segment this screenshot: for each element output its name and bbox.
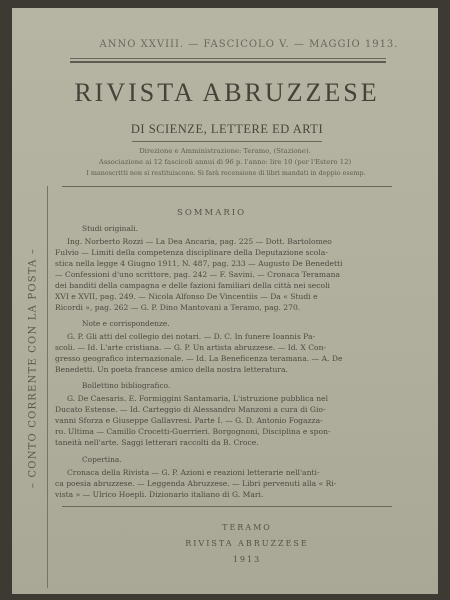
subtitle-rule: [132, 141, 322, 142]
side-postal-note: [20, 148, 46, 588]
footer-year: 1913: [232, 555, 262, 564]
side-postal-text: – CONTO CORRENTE CON LA POSTA –: [27, 247, 39, 489]
content-line: Fulvio — Limiti della competenza disciplinare della Deputazione scola-: [55, 248, 328, 257]
content-line: gresso geografico internazionale. — Id. La Beneficenza teramana. — A. De: [55, 354, 343, 363]
notice-line: I manoscritti non si restituiscono. Si farà recensione di libri mandati in doppio esemp.: [86, 169, 366, 177]
content-line: ca poesia abruzzese. — Leggenda Abruzzese. — Libri pervenuti alla « Ri-: [55, 479, 337, 488]
section-title: Copertina.: [82, 455, 122, 464]
footer-publisher: RIVISTA ABRUZZESE: [185, 539, 309, 548]
footer-city: TERAMO: [222, 523, 272, 532]
content-line: ro. Ultima — Camillo Crocetti-Guerrieri. Borgognoni, Disciplina e spon-: [55, 427, 331, 436]
journal-subtitle: DI SCIENZE, LETTERE ED ARTI: [130, 122, 324, 136]
contents-bottom-rule: [62, 506, 392, 507]
journal-title: RIVISTA ABRUZZESE: [74, 78, 380, 107]
side-rule: [47, 186, 48, 588]
section-title: Bollettino bibliografico.: [82, 381, 171, 390]
top-rule-thick: [70, 61, 386, 63]
content-line: vista » — Ulrico Hoepli. Dizionario italiano di G. Mari.: [55, 490, 264, 499]
contents-heading: SOMMARIO: [177, 208, 247, 218]
journal-cover: [12, 8, 438, 594]
content-line: Ing. Norberto Rozzi — La Dea Ancaria, pag. 225 — Dott. Bartolomeo: [67, 237, 332, 246]
section-title: Note e corrispondenze.: [82, 319, 170, 328]
content-line: scoli. — Id. L'arte cristiana. — G. P. Un artista abruzzese. — Id. X Con-: [55, 343, 327, 352]
content-line: G. De Caesaris. E. Formiggini Santamaria, L'istruzione pubblica nel: [67, 394, 329, 403]
header-bottom-rule: [62, 186, 392, 187]
content-line: Ducato Estense. — Id. Carteggio di Alessandro Manzoni a cura di Gio-: [55, 405, 326, 414]
content-line: XVI e XVII, pag. 249. — Nicola Alfonso De Vincentiis — Da « Studi e: [55, 292, 318, 301]
content-line: Ricordi », pag. 262 — G. P. Dino Mantovani a Teramo, pag. 270.: [55, 303, 301, 312]
content-line: Benedetti. Un poeta francese amico della nostra letteratura.: [55, 365, 288, 374]
content-line: stica nella legge 4 Giugno 1911, N. 487, pag. 233 — Augusto De Benedetti: [55, 259, 343, 268]
content-line: Cronaca della Rivista — G. P. Azioni e reazioni letterarie nell'anti-: [67, 468, 320, 477]
content-line: vanni Sforza e Giuseppe Gallavresi. Parte I. — G. D. Antonio Fogazza-: [55, 416, 323, 425]
content-line: G. P. Gli atti del collegio dei notari. — D. C. In funere Ioannis Pa-: [67, 332, 316, 341]
section-title: Studi originali.: [82, 224, 138, 233]
content-line: dei banditi della campagna e delle fazioni familiari della città nei secoli: [55, 281, 330, 290]
top-rule: [70, 58, 386, 59]
content-line: taneità nell'arte. Saggi letterari raccolti da B. Croce.: [55, 438, 259, 447]
issue-line: ANNO XXVIII. — FASCICOLO V. — MAGGIO 1913.: [99, 39, 399, 50]
content-line: — Confessioni d'uno scrittore, pag. 242 — F. Savini. — Cronaca Teramana: [55, 270, 341, 279]
subscription-line: Associazione ai 12 fascicoli annui di 96 p. l'anno: lire 10 (per l'Estero 12): [98, 158, 352, 166]
address-line: Direzione e Amministrazione: Teramo, (Stazione).: [139, 147, 311, 155]
